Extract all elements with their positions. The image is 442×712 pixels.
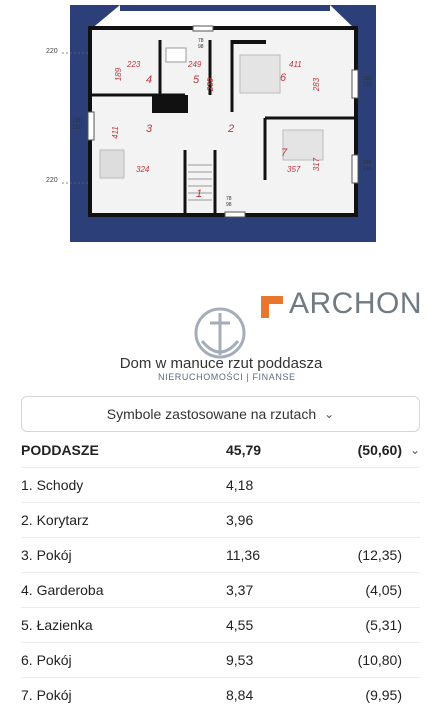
room-area-gross: (5,31): [365, 617, 402, 633]
room-6-dim: 411: [289, 60, 302, 69]
watermark-text: NIERUCHOMOŚCI | FINANSE: [158, 372, 296, 382]
room-3-number: 3: [146, 123, 153, 135]
room-5-dim: 249: [188, 60, 202, 69]
table-row: [21, 608, 420, 643]
room-name: 1. Schody: [21, 477, 84, 493]
table-row: [21, 503, 420, 538]
room-name: 2. Korytarz: [21, 512, 89, 528]
table-row: [21, 643, 420, 678]
room-area-table: [21, 432, 420, 712]
room-area: 9,53: [226, 652, 254, 668]
dim-left-top: 220: [46, 48, 58, 55]
floor-plan-drawing: [0, 0, 442, 250]
room-6-dim2: 283: [312, 77, 322, 92]
room-area: 4,18: [226, 477, 254, 493]
room-area: 11,36: [226, 547, 260, 563]
floor-area: 45,79: [226, 441, 262, 458]
room-4-number: 4: [146, 74, 153, 86]
room-7-dim2: 317: [312, 157, 322, 172]
table-header-row[interactable]: [21, 432, 420, 468]
room-name: 5. Łazienka: [21, 617, 93, 633]
symbols-legend-label: Symbole zastosowane na rzutach: [106, 406, 317, 422]
floor-area-gross: (50,60): [357, 441, 402, 458]
table-row: [21, 573, 420, 608]
chevron-down-icon: ⌄: [324, 407, 335, 421]
archon-logo-icon: [261, 296, 283, 318]
room-area-gross: (4,05): [365, 582, 402, 598]
room-4-dim2: 189: [114, 67, 124, 82]
room-name: 7. Pokój: [21, 687, 72, 703]
dim-right-upper: 150 210: [363, 76, 372, 88]
room-5-number: 5: [193, 74, 200, 86]
dim-top-window: 78 98: [198, 38, 204, 50]
chevron-down-icon: ⌄: [409, 442, 420, 457]
room-area: 8,84: [226, 687, 254, 703]
room-area: 3,37: [226, 582, 254, 598]
room-area: 4,55: [226, 617, 254, 633]
room-area: 3,96: [226, 512, 254, 528]
room-5-dim2: 239: [206, 77, 216, 92]
room-area-gross: (12,35): [357, 547, 402, 563]
room-7-number: 7: [281, 147, 288, 159]
room-1-number: 1: [196, 188, 203, 200]
room-name: 6. Pokój: [21, 652, 72, 668]
plan-caption: Dom w manuce rzut poddasza: [119, 355, 323, 372]
dim-left-bottom: 220: [46, 177, 58, 184]
floor-name: PODDASZE: [21, 441, 99, 458]
dim-left-window: 180 210: [72, 118, 83, 131]
room-name: 4. Garderoba: [21, 582, 104, 598]
room-2-number: 2: [228, 123, 235, 135]
room-3-dim: 324: [136, 165, 150, 174]
room-area-gross: (9,95): [365, 687, 402, 703]
table-row: [21, 468, 420, 503]
archon-logo-text: ARCHON: [289, 287, 423, 320]
room-6-number: 6: [280, 72, 287, 84]
floor-plan: [0, 0, 442, 250]
room-area-gross: (10,80): [357, 652, 402, 668]
table-row: [21, 678, 420, 712]
dim-right-lower: 150 210: [363, 160, 372, 172]
symbols-legend-button[interactable]: [21, 396, 420, 432]
room-3-dim2: 411: [110, 126, 120, 139]
table-row: [21, 538, 420, 573]
dim-bottom-window: 78 98: [226, 196, 232, 208]
room-7-dim: 357: [287, 165, 301, 174]
room-name: 3. Pokój: [21, 547, 72, 563]
room-4-dim: 223: [127, 60, 141, 69]
